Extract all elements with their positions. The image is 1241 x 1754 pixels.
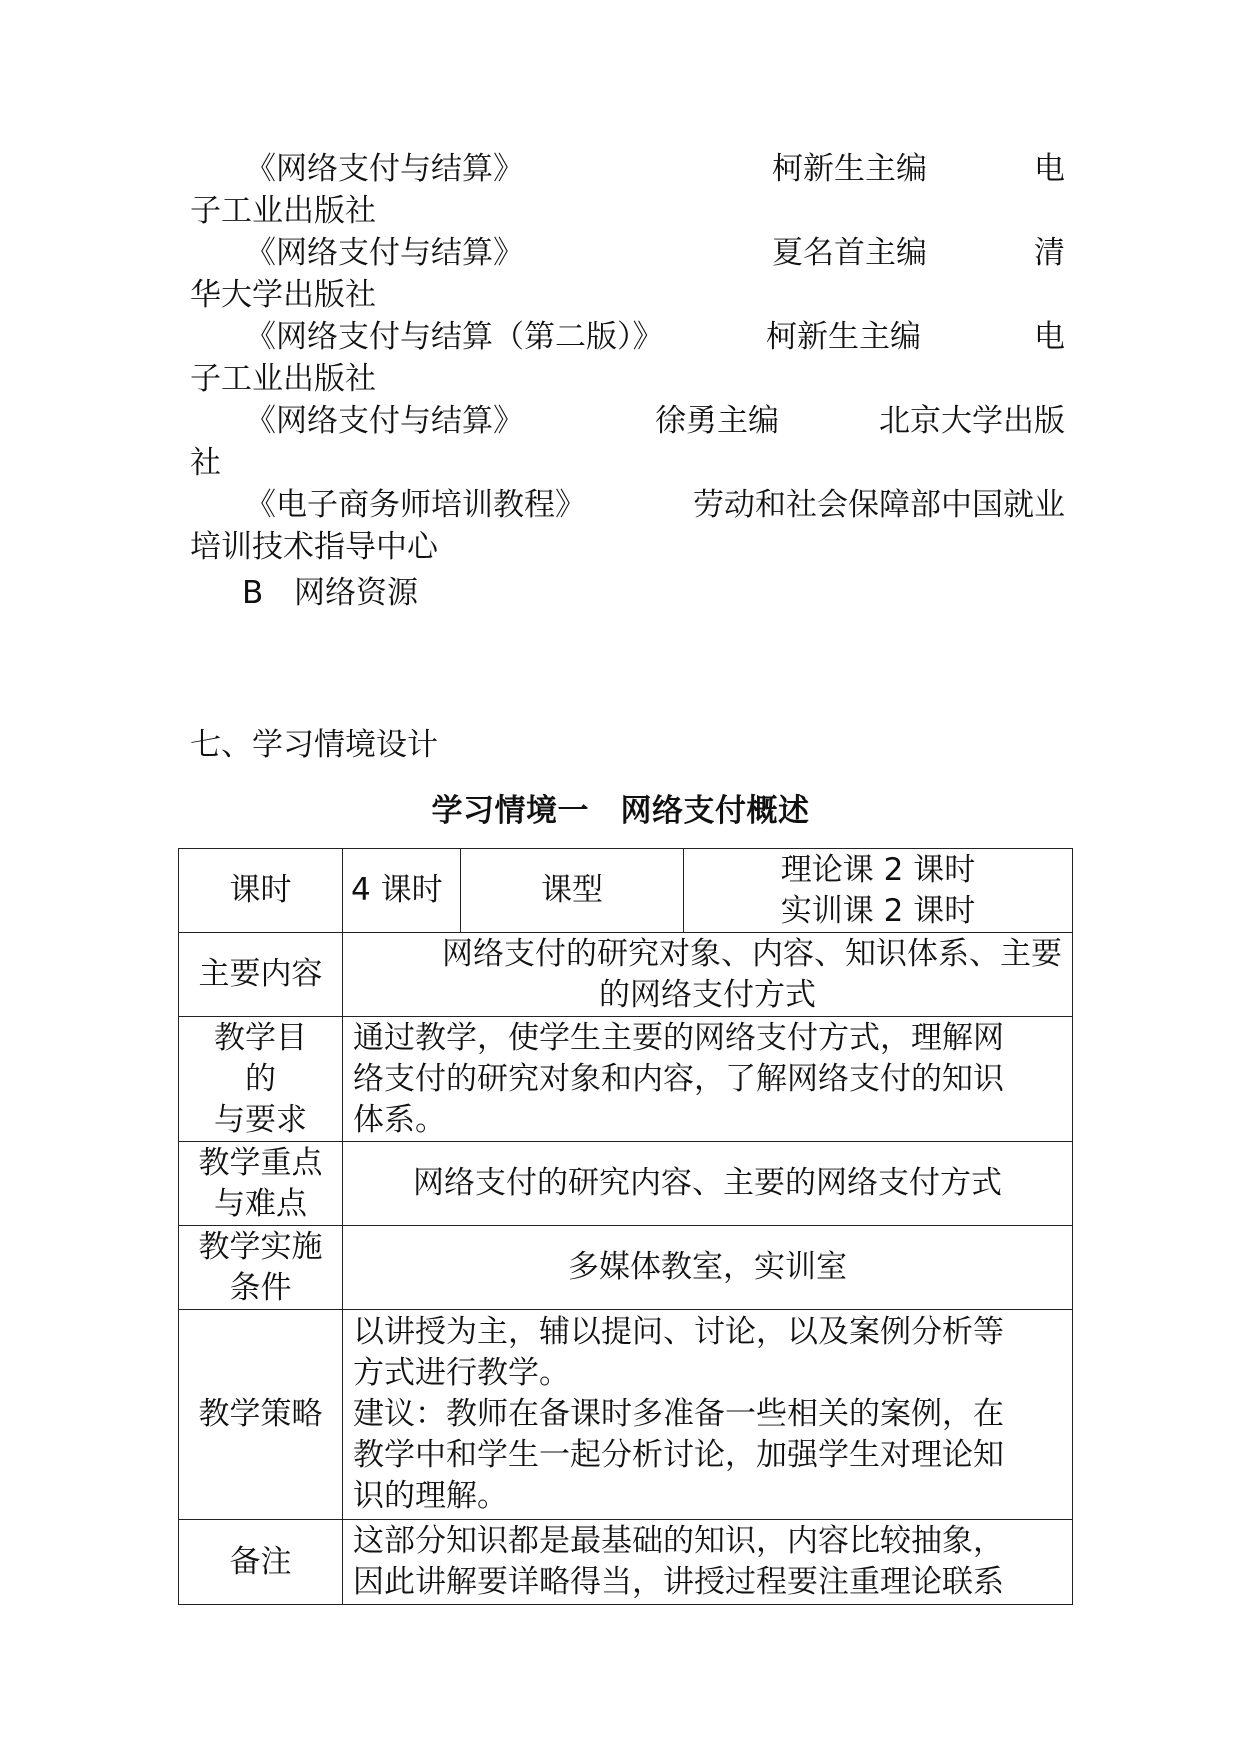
teaching-goal-line: 络支付的研究对象和内容，了解网络支付的知识 (353, 1060, 1004, 1097)
main-content-value (343, 933, 1073, 1017)
network-resources-heading (242, 572, 418, 614)
table-row (179, 1142, 1073, 1226)
notes-value (343, 1520, 1073, 1605)
reference-item (190, 400, 1065, 442)
key-points-label-line: 教学重点 (198, 1144, 323, 1181)
reference-title: 《网络支付与结算》 (245, 235, 524, 271)
reference-editor: 柯新生主编 (766, 319, 921, 355)
table-row (179, 1226, 1073, 1310)
reference-publisher: 清 (1034, 235, 1065, 271)
course-type-value (684, 849, 1073, 933)
conditions-label-line: 教学实施 (198, 1228, 323, 1265)
reference-title: 《网络支付与结算》 (245, 151, 524, 187)
teaching-goal-line: 体系。 (353, 1101, 446, 1138)
strategy-line: 教学中和学生一起分析讨论，加强学生对理论知 (353, 1437, 1004, 1473)
reference-publisher-continued: 华大学出版社 (190, 277, 376, 313)
hours-label: 课时 (179, 849, 343, 933)
reference-list (190, 148, 1065, 568)
network-resources-label: 网络资源 (294, 575, 418, 611)
teaching-goal-label-line: 的 (245, 1060, 276, 1097)
teaching-goal-label (179, 1017, 343, 1142)
hours-value: 4 课时 (343, 849, 461, 933)
table-row (179, 1520, 1073, 1605)
main-content-label: 主要内容 (179, 933, 343, 1017)
reference-publisher: 电 (1034, 151, 1065, 187)
table-row (179, 1310, 1073, 1520)
teaching-goal-line: 通过教学，使学生主要的网络支付方式，理解网 (353, 1019, 1004, 1056)
reference-title: 《电子商务师培训教程》 (245, 487, 586, 523)
reference-publisher-continued: 子工业出版社 (190, 361, 376, 397)
course-type-label: 课型 (461, 849, 684, 933)
conditions-label-line: 条件 (229, 1269, 292, 1306)
key-points-label-line: 与难点 (214, 1185, 307, 1222)
reference-item (190, 148, 1065, 190)
key-points-value: 网络支付的研究内容、主要的网络支付方式 (343, 1142, 1073, 1226)
teaching-goal-label-line: 与要求 (214, 1101, 307, 1138)
reference-item (190, 484, 1065, 526)
notes-line: 这部分知识都是最基础的知识，内容比较抽象， (353, 1523, 1004, 1559)
section-title: 七、学习情境设计 (190, 727, 438, 763)
reference-item (190, 232, 1065, 274)
learning-situation-table (178, 848, 1073, 1605)
table-row (179, 933, 1073, 1017)
reference-publisher-continued: 培训技术指导中心 (190, 529, 438, 565)
teaching-goal-label-line: 教学目 (214, 1019, 307, 1056)
course-type-line: 理论课 2 课时 (780, 851, 976, 888)
strategy-line: 识的理解。 (353, 1478, 508, 1514)
reference-item (190, 316, 1065, 358)
reference-editor: 柯新生主编 (772, 151, 927, 187)
table-title: 学习情境一 网络支付概述 (431, 793, 810, 829)
main-content-line: 的网络支付方式 (599, 976, 816, 1013)
strategy-line: 建议：教师在备课时多准备一些相关的案例，在 (353, 1396, 1004, 1432)
strategy-value (343, 1310, 1073, 1520)
network-resources-marker: B (242, 575, 264, 611)
reference-publisher: 电 (1034, 319, 1065, 355)
reference-title: 《网络支付与结算》 (245, 403, 524, 439)
reference-publisher-continued: 子工业出版社 (190, 193, 376, 229)
key-points-label (179, 1142, 343, 1226)
reference-title: 《网络支付与结算（第二版）》 (245, 319, 664, 355)
reference-publisher: 北京大学出版 (879, 403, 1065, 439)
teaching-goal-value (343, 1017, 1073, 1142)
strategy-line: 方式进行教学。 (353, 1355, 570, 1391)
reference-editor: 劳动和社会保障部中国就业 (693, 487, 1065, 523)
notes-label: 备注 (179, 1520, 343, 1605)
reference-editor: 夏名首主编 (772, 235, 927, 271)
reference-publisher-continued: 社 (190, 445, 221, 481)
table-row (179, 849, 1073, 933)
strategy-line: 以讲授为主，辅以提问、讨论，以及案例分析等 (353, 1314, 1004, 1350)
main-content-line: 网络支付的研究对象、内容、知识体系、主要 (442, 935, 1062, 972)
table-row (179, 1017, 1073, 1142)
strategy-label: 教学策略 (179, 1310, 343, 1520)
notes-line: 因此讲解要详略得当，讲授过程要注重理论联系 (353, 1564, 1004, 1600)
course-type-line: 实训课 2 课时 (780, 892, 976, 929)
conditions-value: 多媒体教室，实训室 (343, 1226, 1073, 1310)
conditions-label (179, 1226, 343, 1310)
reference-editor: 徐勇主编 (655, 403, 779, 439)
